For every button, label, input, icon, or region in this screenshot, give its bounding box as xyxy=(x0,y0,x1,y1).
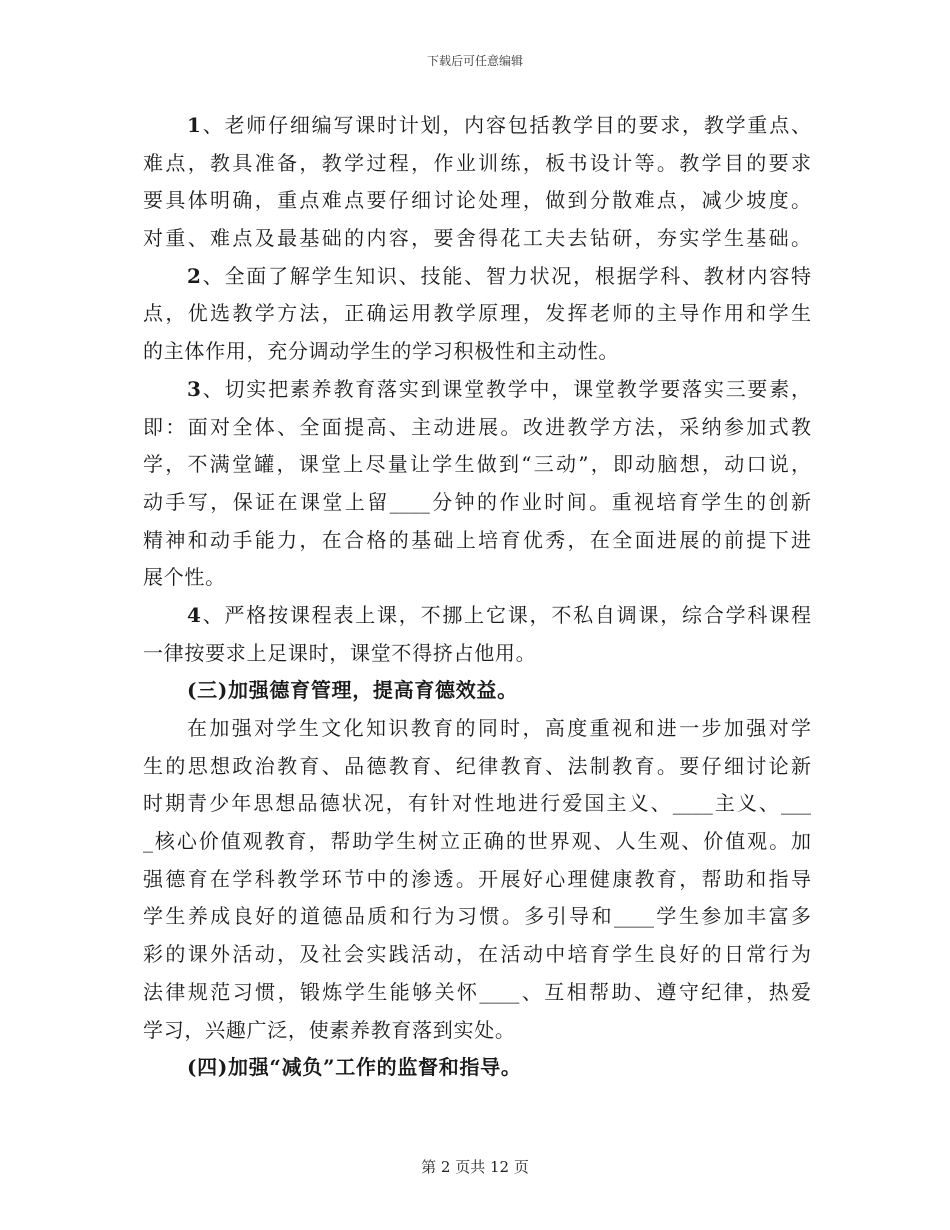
paragraph-line xyxy=(143,107,811,145)
paragraph-line: 要具体明确，重点难点要仔细讨论处理，做到分散难点，减少坡度。 xyxy=(143,188,811,213)
paragraph-line: 难点，教具准备，教学过程，作业训练，板书设计等。教学目的要求 xyxy=(143,150,811,175)
section-heading: (四)加强“减负”工作的监督和指导。 xyxy=(187,1055,522,1080)
section-heading: (三)加强德育管理，提高育德效益。 xyxy=(187,678,518,703)
line-text: 、切实把素养教育落实到课堂教学中，课堂教学要落实三要素， xyxy=(200,376,811,401)
paragraph-line: 强德育在学科教学环节中的渗透。开展好心理健康教育，帮助和指导 xyxy=(143,866,811,891)
paragraph-1 xyxy=(143,107,811,258)
paragraph-2 xyxy=(143,258,811,371)
paragraph-line: 精神和动手能力，在合格的基础上培育优秀，在全面进展的前提下进 xyxy=(143,527,811,552)
paragraph-line: 即：面对全体、全面提高、主动进展。改进教学方法，采纳参加式教 xyxy=(143,414,811,439)
line-text: 、严格按课程表上课，不挪上它课，不私自调课，综合学科课程 xyxy=(200,602,811,627)
paragraph-line: 学生养成良好的道德品质和行为习惯。多引导和____学生参加丰富多 xyxy=(143,904,811,929)
paragraph-3 xyxy=(143,371,811,597)
page-header: 下载后可任意编辑 xyxy=(426,54,523,68)
section-heading-4 xyxy=(143,1049,811,1087)
paragraph-line: 展个性。 xyxy=(143,565,226,590)
paragraph-line: 的主体作用，充分调动学生的学习积极性和主动性。 xyxy=(143,339,620,364)
paragraph-line: 彩的课外活动，及社会实践活动，在活动中培育学生良好的日常行为 xyxy=(143,942,811,967)
item-number: 4 xyxy=(187,602,201,627)
line-text: 、老师仔细编写课时计划，内容包括教学目的要求，教学重点、 xyxy=(200,113,811,137)
paragraph-line: 动手写，保证在课堂上留____分钟的作业时间。重视培育学生的创新 xyxy=(143,489,811,514)
item-number: 1 xyxy=(187,113,201,137)
item-number: 2 xyxy=(187,263,201,288)
paragraph-line: 法律规范习惯，锻炼学生能够关怀____、互相帮助、遵守纪律，热爱 xyxy=(143,979,811,1004)
paragraph-line: 学习，兴趣广泛，使素养教育落到实处。 xyxy=(143,1017,516,1042)
section-heading-3 xyxy=(143,672,811,710)
item-number: 3 xyxy=(187,376,201,401)
paragraph-line: _核心价值观教育，帮助学生树立正确的世界观、人生观、价值观。加 xyxy=(143,829,811,854)
paragraph-5 xyxy=(143,710,811,1049)
paragraph-line: 生的思想政治教育、品德教育、纪律教育、法制教育。要仔细讨论新 xyxy=(143,753,811,778)
paragraph-line: 时期青少年思想品德状况，有针对性地进行爱国主义、____主义、___ xyxy=(143,791,811,816)
paragraph-line: 一律按要求上足课时，课堂不得挤占他用。 xyxy=(143,640,537,665)
page-footer: 第 2 页共 12 页 xyxy=(421,1158,529,1176)
paragraph-line xyxy=(143,597,811,635)
paragraph-line xyxy=(143,371,811,409)
paragraph-4 xyxy=(143,597,811,672)
paragraph-line xyxy=(143,258,811,296)
paragraph-line: 在加强对学生文化知识教育的同时，高度重视和进一步加强对学 xyxy=(187,716,811,740)
paragraph-line: 点，优选教学方法，正确运用教学原理，发挥老师的主导作用和学生 xyxy=(143,301,811,326)
paragraph-line: 对重、难点及最基础的内容，要舍得花工夫去钻研，夯实学生基础。 xyxy=(143,226,811,251)
document-body xyxy=(143,107,811,1087)
line-text: 、全面了解学生知识、技能、智力状况，根据学科、教材内容特 xyxy=(200,263,811,288)
paragraph-line: 学，不满堂罐，课堂上尽量让学生做到“三动”，即动脑想，动口说， xyxy=(143,452,811,477)
